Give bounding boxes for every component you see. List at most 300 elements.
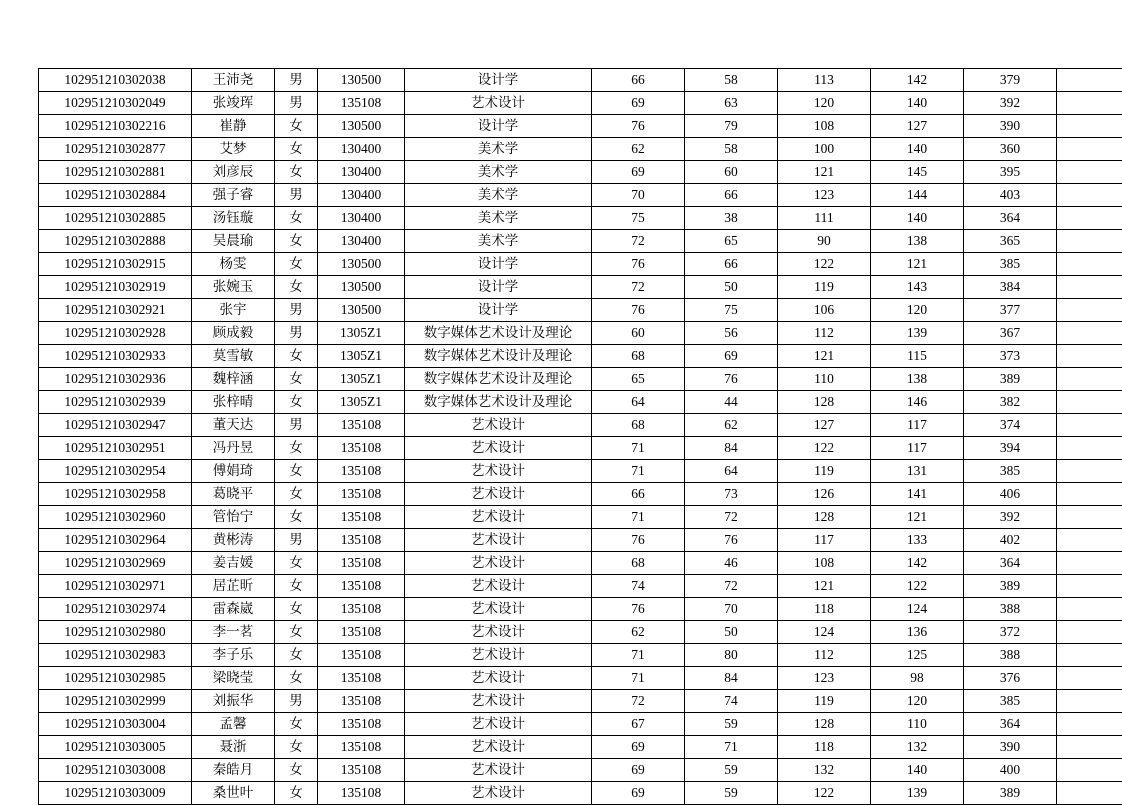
table-row: [39, 276, 1122, 299]
table-row: [39, 690, 1122, 713]
table-row: [39, 391, 1122, 414]
cell-name: 张竣珲: [192, 92, 275, 115]
cell-gender: 女: [275, 391, 318, 414]
cell-total: 385: [964, 690, 1057, 713]
cell-major-name: 艺术设计: [405, 713, 592, 736]
cell-name: 莫雪敏: [192, 345, 275, 368]
cell-score1: 69: [592, 92, 685, 115]
cell-remark: [1057, 230, 1122, 253]
cell-major-name: 艺术设计: [405, 529, 592, 552]
cell-score2: 62: [685, 414, 778, 437]
cell-score2: 50: [685, 621, 778, 644]
table-row: [39, 483, 1122, 506]
cell-score3: 128: [778, 506, 871, 529]
cell-score1: 76: [592, 253, 685, 276]
cell-name: 董天达: [192, 414, 275, 437]
cell-score2: 76: [685, 368, 778, 391]
cell-score1: 69: [592, 161, 685, 184]
cell-score1: 72: [592, 276, 685, 299]
cell-remark: [1057, 322, 1122, 345]
table-row: [39, 161, 1122, 184]
cell-total: 382: [964, 391, 1057, 414]
cell-score3: 122: [778, 437, 871, 460]
cell-exam-id: 102951210303004: [39, 713, 192, 736]
cell-score2: 64: [685, 460, 778, 483]
cell-major-name: 美术学: [405, 207, 592, 230]
cell-gender: 男: [275, 690, 318, 713]
cell-score4: 138: [871, 230, 964, 253]
table-row: [39, 598, 1122, 621]
cell-score4: 142: [871, 69, 964, 92]
cell-total: 379: [964, 69, 1057, 92]
cell-major-code: 135108: [318, 460, 405, 483]
cell-score3: 122: [778, 782, 871, 805]
cell-exam-id: 102951210302915: [39, 253, 192, 276]
cell-score2: 74: [685, 690, 778, 713]
cell-remark: [1057, 713, 1122, 736]
cell-score1: 76: [592, 598, 685, 621]
cell-score1: 60: [592, 322, 685, 345]
cell-score2: 66: [685, 253, 778, 276]
cell-score1: 69: [592, 736, 685, 759]
cell-major-name: 艺术设计: [405, 483, 592, 506]
cell-total: 377: [964, 299, 1057, 322]
table-row: [39, 230, 1122, 253]
cell-major-code: 1305Z1: [318, 345, 405, 368]
score-table-body: [39, 69, 1122, 805]
cell-score1: 66: [592, 69, 685, 92]
cell-score1: 62: [592, 138, 685, 161]
cell-score3: 128: [778, 391, 871, 414]
cell-score3: 119: [778, 460, 871, 483]
cell-major-code: 130500: [318, 299, 405, 322]
cell-score3: 121: [778, 575, 871, 598]
cell-remark: [1057, 184, 1122, 207]
cell-gender: 女: [275, 276, 318, 299]
cell-score1: 76: [592, 299, 685, 322]
table-row: [39, 299, 1122, 322]
cell-score2: 59: [685, 713, 778, 736]
cell-score1: 71: [592, 460, 685, 483]
cell-score3: 106: [778, 299, 871, 322]
cell-score3: 121: [778, 345, 871, 368]
cell-score2: 84: [685, 667, 778, 690]
cell-score3: 132: [778, 759, 871, 782]
cell-name: 崔静: [192, 115, 275, 138]
cell-score4: 122: [871, 575, 964, 598]
cell-remark: [1057, 552, 1122, 575]
cell-exam-id: 102951210302919: [39, 276, 192, 299]
cell-score2: 58: [685, 138, 778, 161]
cell-score1: 71: [592, 437, 685, 460]
cell-gender: 女: [275, 575, 318, 598]
cell-major-code: 135108: [318, 713, 405, 736]
cell-score1: 70: [592, 184, 685, 207]
cell-exam-id: 102951210303005: [39, 736, 192, 759]
cell-major-name: 设计学: [405, 69, 592, 92]
cell-score1: 66: [592, 483, 685, 506]
table-row: [39, 529, 1122, 552]
cell-score1: 72: [592, 690, 685, 713]
cell-name: 黄彬涛: [192, 529, 275, 552]
cell-score2: 44: [685, 391, 778, 414]
cell-score2: 70: [685, 598, 778, 621]
table-row: [39, 368, 1122, 391]
cell-total: 364: [964, 713, 1057, 736]
cell-major-name: 美术学: [405, 230, 592, 253]
cell-major-name: 设计学: [405, 299, 592, 322]
cell-remark: [1057, 207, 1122, 230]
cell-major-code: 135108: [318, 483, 405, 506]
cell-score4: 124: [871, 598, 964, 621]
cell-gender: 女: [275, 782, 318, 805]
cell-score4: 131: [871, 460, 964, 483]
cell-score1: 71: [592, 667, 685, 690]
cell-major-code: 135108: [318, 414, 405, 437]
cell-total: 403: [964, 184, 1057, 207]
cell-score2: 46: [685, 552, 778, 575]
table-row: [39, 115, 1122, 138]
cell-major-name: 数字媒体艺术设计及理论: [405, 345, 592, 368]
cell-name: 刘振华: [192, 690, 275, 713]
cell-exam-id: 102951210302983: [39, 644, 192, 667]
cell-score2: 75: [685, 299, 778, 322]
cell-major-name: 美术学: [405, 138, 592, 161]
cell-major-name: 美术学: [405, 161, 592, 184]
cell-score4: 140: [871, 759, 964, 782]
cell-score2: 63: [685, 92, 778, 115]
cell-name: 管怡宁: [192, 506, 275, 529]
cell-score4: 138: [871, 368, 964, 391]
cell-name: 梁晓莹: [192, 667, 275, 690]
cell-score2: 73: [685, 483, 778, 506]
cell-score2: 58: [685, 69, 778, 92]
cell-score3: 124: [778, 621, 871, 644]
cell-remark: [1057, 598, 1122, 621]
cell-score3: 112: [778, 644, 871, 667]
cell-gender: 女: [275, 345, 318, 368]
cell-remark: [1057, 529, 1122, 552]
cell-score3: 118: [778, 736, 871, 759]
cell-name: 居芷昕: [192, 575, 275, 598]
cell-score2: 72: [685, 506, 778, 529]
cell-gender: 女: [275, 506, 318, 529]
cell-total: 402: [964, 529, 1057, 552]
cell-major-code: 130400: [318, 230, 405, 253]
cell-major-code: 130400: [318, 161, 405, 184]
table-row: [39, 621, 1122, 644]
cell-major-code: 135108: [318, 621, 405, 644]
cell-exam-id: 102951210302971: [39, 575, 192, 598]
cell-name: 艾梦: [192, 138, 275, 161]
cell-score1: 71: [592, 506, 685, 529]
cell-score2: 79: [685, 115, 778, 138]
cell-total: 406: [964, 483, 1057, 506]
cell-score1: 69: [592, 782, 685, 805]
cell-score1: 71: [592, 644, 685, 667]
cell-exam-id: 102951210302877: [39, 138, 192, 161]
cell-remark: [1057, 759, 1122, 782]
cell-major-code: 1305Z1: [318, 368, 405, 391]
cell-total: 394: [964, 437, 1057, 460]
cell-total: 374: [964, 414, 1057, 437]
cell-name: 姜吉媛: [192, 552, 275, 575]
cell-score1: 65: [592, 368, 685, 391]
cell-score2: 66: [685, 184, 778, 207]
table-row: [39, 253, 1122, 276]
table-row: [39, 644, 1122, 667]
cell-score4: 132: [871, 736, 964, 759]
cell-remark: [1057, 368, 1122, 391]
cell-score2: 56: [685, 322, 778, 345]
cell-total: 389: [964, 368, 1057, 391]
cell-score4: 121: [871, 253, 964, 276]
cell-total: 389: [964, 782, 1057, 805]
cell-major-code: 1305Z1: [318, 391, 405, 414]
cell-total: 389: [964, 575, 1057, 598]
cell-score4: 146: [871, 391, 964, 414]
cell-exam-id: 102951210302038: [39, 69, 192, 92]
cell-major-name: 设计学: [405, 276, 592, 299]
cell-score4: 140: [871, 207, 964, 230]
cell-score2: 71: [685, 736, 778, 759]
cell-score2: 59: [685, 759, 778, 782]
table-row: [39, 69, 1122, 92]
table-row: [39, 92, 1122, 115]
cell-exam-id: 102951210303009: [39, 782, 192, 805]
cell-gender: 女: [275, 460, 318, 483]
cell-name: 张梓晴: [192, 391, 275, 414]
cell-score3: 120: [778, 92, 871, 115]
cell-remark: [1057, 690, 1122, 713]
cell-gender: 男: [275, 414, 318, 437]
cell-score4: 144: [871, 184, 964, 207]
cell-score1: 76: [592, 115, 685, 138]
cell-remark: [1057, 345, 1122, 368]
cell-major-name: 艺术设计: [405, 667, 592, 690]
cell-score4: 115: [871, 345, 964, 368]
cell-total: 364: [964, 207, 1057, 230]
cell-major-name: 艺术设计: [405, 759, 592, 782]
cell-score4: 117: [871, 437, 964, 460]
cell-name: 孟馨: [192, 713, 275, 736]
cell-exam-id: 102951210302888: [39, 230, 192, 253]
cell-gender: 男: [275, 299, 318, 322]
cell-remark: [1057, 391, 1122, 414]
cell-name: 葛晓平: [192, 483, 275, 506]
cell-total: 390: [964, 736, 1057, 759]
cell-exam-id: 102951210302974: [39, 598, 192, 621]
cell-major-code: 135108: [318, 92, 405, 115]
cell-score4: 133: [871, 529, 964, 552]
cell-score4: 120: [871, 690, 964, 713]
cell-gender: 女: [275, 207, 318, 230]
table-row: [39, 322, 1122, 345]
cell-total: 367: [964, 322, 1057, 345]
cell-remark: [1057, 575, 1122, 598]
cell-score3: 126: [778, 483, 871, 506]
cell-score4: 136: [871, 621, 964, 644]
cell-score1: 74: [592, 575, 685, 598]
cell-major-name: 数字媒体艺术设计及理论: [405, 368, 592, 391]
cell-score3: 112: [778, 322, 871, 345]
cell-exam-id: 102951210302884: [39, 184, 192, 207]
cell-score3: 117: [778, 529, 871, 552]
cell-exam-id: 102951210302999: [39, 690, 192, 713]
cell-major-code: 135108: [318, 552, 405, 575]
cell-exam-id: 102951210302985: [39, 667, 192, 690]
cell-major-code: 135108: [318, 667, 405, 690]
cell-score3: 108: [778, 115, 871, 138]
cell-exam-id: 102951210302951: [39, 437, 192, 460]
cell-remark: [1057, 161, 1122, 184]
cell-remark: [1057, 414, 1122, 437]
cell-score4: 139: [871, 782, 964, 805]
cell-major-name: 数字媒体艺术设计及理论: [405, 322, 592, 345]
cell-major-name: 艺术设计: [405, 736, 592, 759]
table-row: [39, 437, 1122, 460]
cell-score3: 100: [778, 138, 871, 161]
cell-score4: 117: [871, 414, 964, 437]
table-row: [39, 506, 1122, 529]
cell-score4: 121: [871, 506, 964, 529]
cell-score1: 68: [592, 552, 685, 575]
cell-major-code: 135108: [318, 736, 405, 759]
cell-total: 373: [964, 345, 1057, 368]
cell-major-name: 美术学: [405, 184, 592, 207]
cell-major-code: 135108: [318, 644, 405, 667]
cell-score1: 64: [592, 391, 685, 414]
cell-gender: 女: [275, 368, 318, 391]
cell-name: 杨雯: [192, 253, 275, 276]
cell-score1: 68: [592, 414, 685, 437]
table-row: [39, 575, 1122, 598]
cell-total: 385: [964, 253, 1057, 276]
cell-total: 365: [964, 230, 1057, 253]
cell-major-code: 135108: [318, 506, 405, 529]
cell-score1: 69: [592, 759, 685, 782]
cell-remark: [1057, 253, 1122, 276]
cell-score4: 110: [871, 713, 964, 736]
cell-score1: 68: [592, 345, 685, 368]
table-row: [39, 184, 1122, 207]
cell-major-name: 设计学: [405, 253, 592, 276]
cell-score2: 59: [685, 782, 778, 805]
cell-total: 384: [964, 276, 1057, 299]
cell-gender: 女: [275, 437, 318, 460]
cell-remark: [1057, 115, 1122, 138]
cell-score2: 69: [685, 345, 778, 368]
cell-major-code: 130400: [318, 138, 405, 161]
cell-score3: 122: [778, 253, 871, 276]
cell-remark: [1057, 460, 1122, 483]
cell-gender: 女: [275, 253, 318, 276]
cell-name: 桑世叶: [192, 782, 275, 805]
score-table: [38, 68, 1122, 805]
cell-major-code: 130500: [318, 69, 405, 92]
cell-remark: [1057, 782, 1122, 805]
cell-score3: 108: [778, 552, 871, 575]
cell-exam-id: 102951210302960: [39, 506, 192, 529]
cell-score3: 119: [778, 690, 871, 713]
cell-major-code: 1305Z1: [318, 322, 405, 345]
cell-major-code: 130500: [318, 115, 405, 138]
cell-total: 400: [964, 759, 1057, 782]
cell-score4: 143: [871, 276, 964, 299]
cell-total: 388: [964, 598, 1057, 621]
cell-score2: 80: [685, 644, 778, 667]
cell-score4: 125: [871, 644, 964, 667]
cell-total: 385: [964, 460, 1057, 483]
cell-score3: 110: [778, 368, 871, 391]
cell-remark: [1057, 299, 1122, 322]
cell-gender: 男: [275, 529, 318, 552]
cell-exam-id: 102951210302928: [39, 322, 192, 345]
cell-exam-id: 102951210303008: [39, 759, 192, 782]
cell-score1: 67: [592, 713, 685, 736]
cell-score4: 142: [871, 552, 964, 575]
cell-remark: [1057, 644, 1122, 667]
cell-name: 李子乐: [192, 644, 275, 667]
cell-score2: 60: [685, 161, 778, 184]
cell-score1: 75: [592, 207, 685, 230]
cell-score4: 127: [871, 115, 964, 138]
table-row: [39, 138, 1122, 161]
table-row: [39, 207, 1122, 230]
cell-gender: 女: [275, 230, 318, 253]
cell-gender: 女: [275, 736, 318, 759]
cell-score4: 98: [871, 667, 964, 690]
cell-name: 刘彦辰: [192, 161, 275, 184]
cell-total: 392: [964, 92, 1057, 115]
cell-remark: [1057, 437, 1122, 460]
cell-exam-id: 102951210302216: [39, 115, 192, 138]
cell-score2: 38: [685, 207, 778, 230]
cell-score3: 118: [778, 598, 871, 621]
cell-gender: 女: [275, 759, 318, 782]
cell-remark: [1057, 667, 1122, 690]
cell-major-code: 130500: [318, 253, 405, 276]
cell-major-code: 130400: [318, 207, 405, 230]
cell-major-code: 135108: [318, 598, 405, 621]
cell-score4: 145: [871, 161, 964, 184]
table-row: [39, 782, 1122, 805]
cell-exam-id: 102951210302980: [39, 621, 192, 644]
table-row: [39, 667, 1122, 690]
cell-score4: 139: [871, 322, 964, 345]
cell-score1: 76: [592, 529, 685, 552]
cell-major-name: 艺术设计: [405, 552, 592, 575]
cell-name: 吴晨瑜: [192, 230, 275, 253]
cell-score3: 119: [778, 276, 871, 299]
cell-score3: 128: [778, 713, 871, 736]
cell-major-code: 135108: [318, 437, 405, 460]
cell-major-name: 艺术设计: [405, 437, 592, 460]
cell-name: 傅娟琦: [192, 460, 275, 483]
cell-gender: 男: [275, 92, 318, 115]
cell-gender: 女: [275, 115, 318, 138]
cell-gender: 男: [275, 69, 318, 92]
cell-exam-id: 102951210302947: [39, 414, 192, 437]
cell-score4: 141: [871, 483, 964, 506]
cell-total: 392: [964, 506, 1057, 529]
cell-score3: 123: [778, 667, 871, 690]
cell-total: 395: [964, 161, 1057, 184]
cell-gender: 女: [275, 483, 318, 506]
cell-exam-id: 102951210302885: [39, 207, 192, 230]
table-row: [39, 713, 1122, 736]
cell-score2: 72: [685, 575, 778, 598]
